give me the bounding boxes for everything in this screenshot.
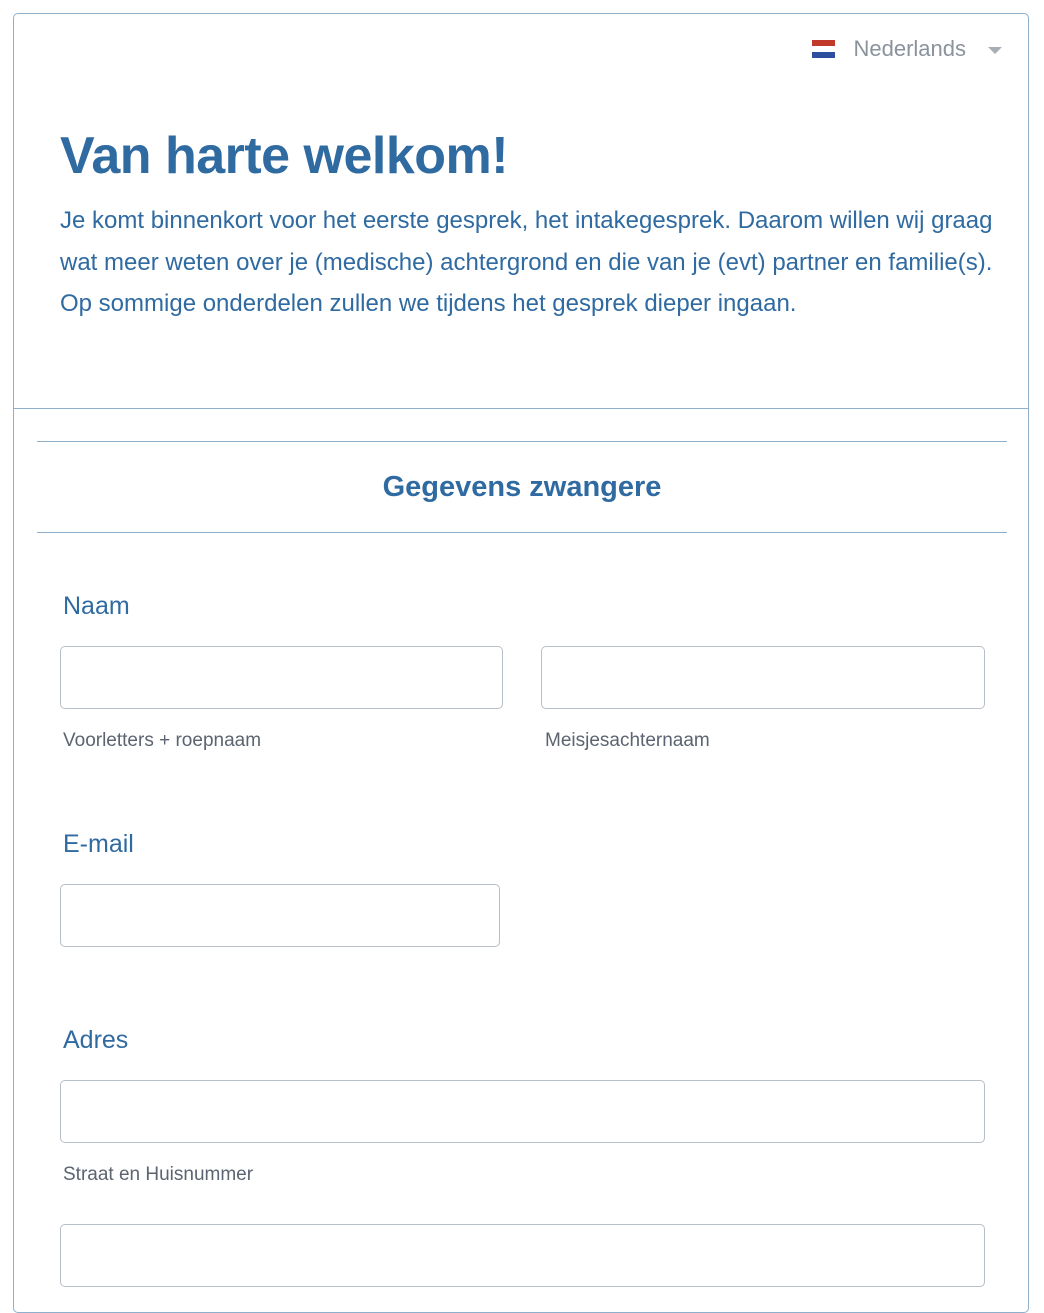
maiden-name-sublabel: Meisjesachternaam	[545, 730, 710, 751]
maiden-name-input[interactable]	[541, 646, 985, 709]
section-title: Gegevens zwangere	[382, 470, 662, 503]
section-heading	[37, 441, 1007, 533]
naam-label: Naam	[63, 592, 130, 620]
language-selector[interactable]	[812, 36, 1002, 62]
language-label: Nederlands	[853, 36, 966, 61]
street-input[interactable]	[60, 1080, 985, 1143]
email-label: E-mail	[63, 830, 134, 858]
first-name-sublabel: Voorletters + roepnaam	[63, 730, 262, 751]
adres-label: Adres	[63, 1026, 129, 1054]
street-sublabel: Straat en Huisnummer	[63, 1164, 254, 1185]
intro-text: Je komt binnenkort voor het eerste gesprek, het intakegesprek. Daarom willen wij graag wat meer weten over je (medische) achtergrond en die van je (evt) partner en familie(s). Op sommige onderdelen zullen we tijdens het gesprek dieper ingaan.	[60, 207, 993, 317]
first-name-input[interactable]	[60, 646, 503, 709]
netherlands-flag-icon	[812, 40, 835, 58]
address-line2-input[interactable]	[60, 1224, 985, 1287]
email-input[interactable]	[60, 884, 500, 947]
form-header	[14, 14, 1028, 409]
chevron-down-icon	[988, 47, 1002, 54]
form-card	[13, 13, 1029, 1313]
page-title: Van harte welkom!	[60, 127, 509, 185]
